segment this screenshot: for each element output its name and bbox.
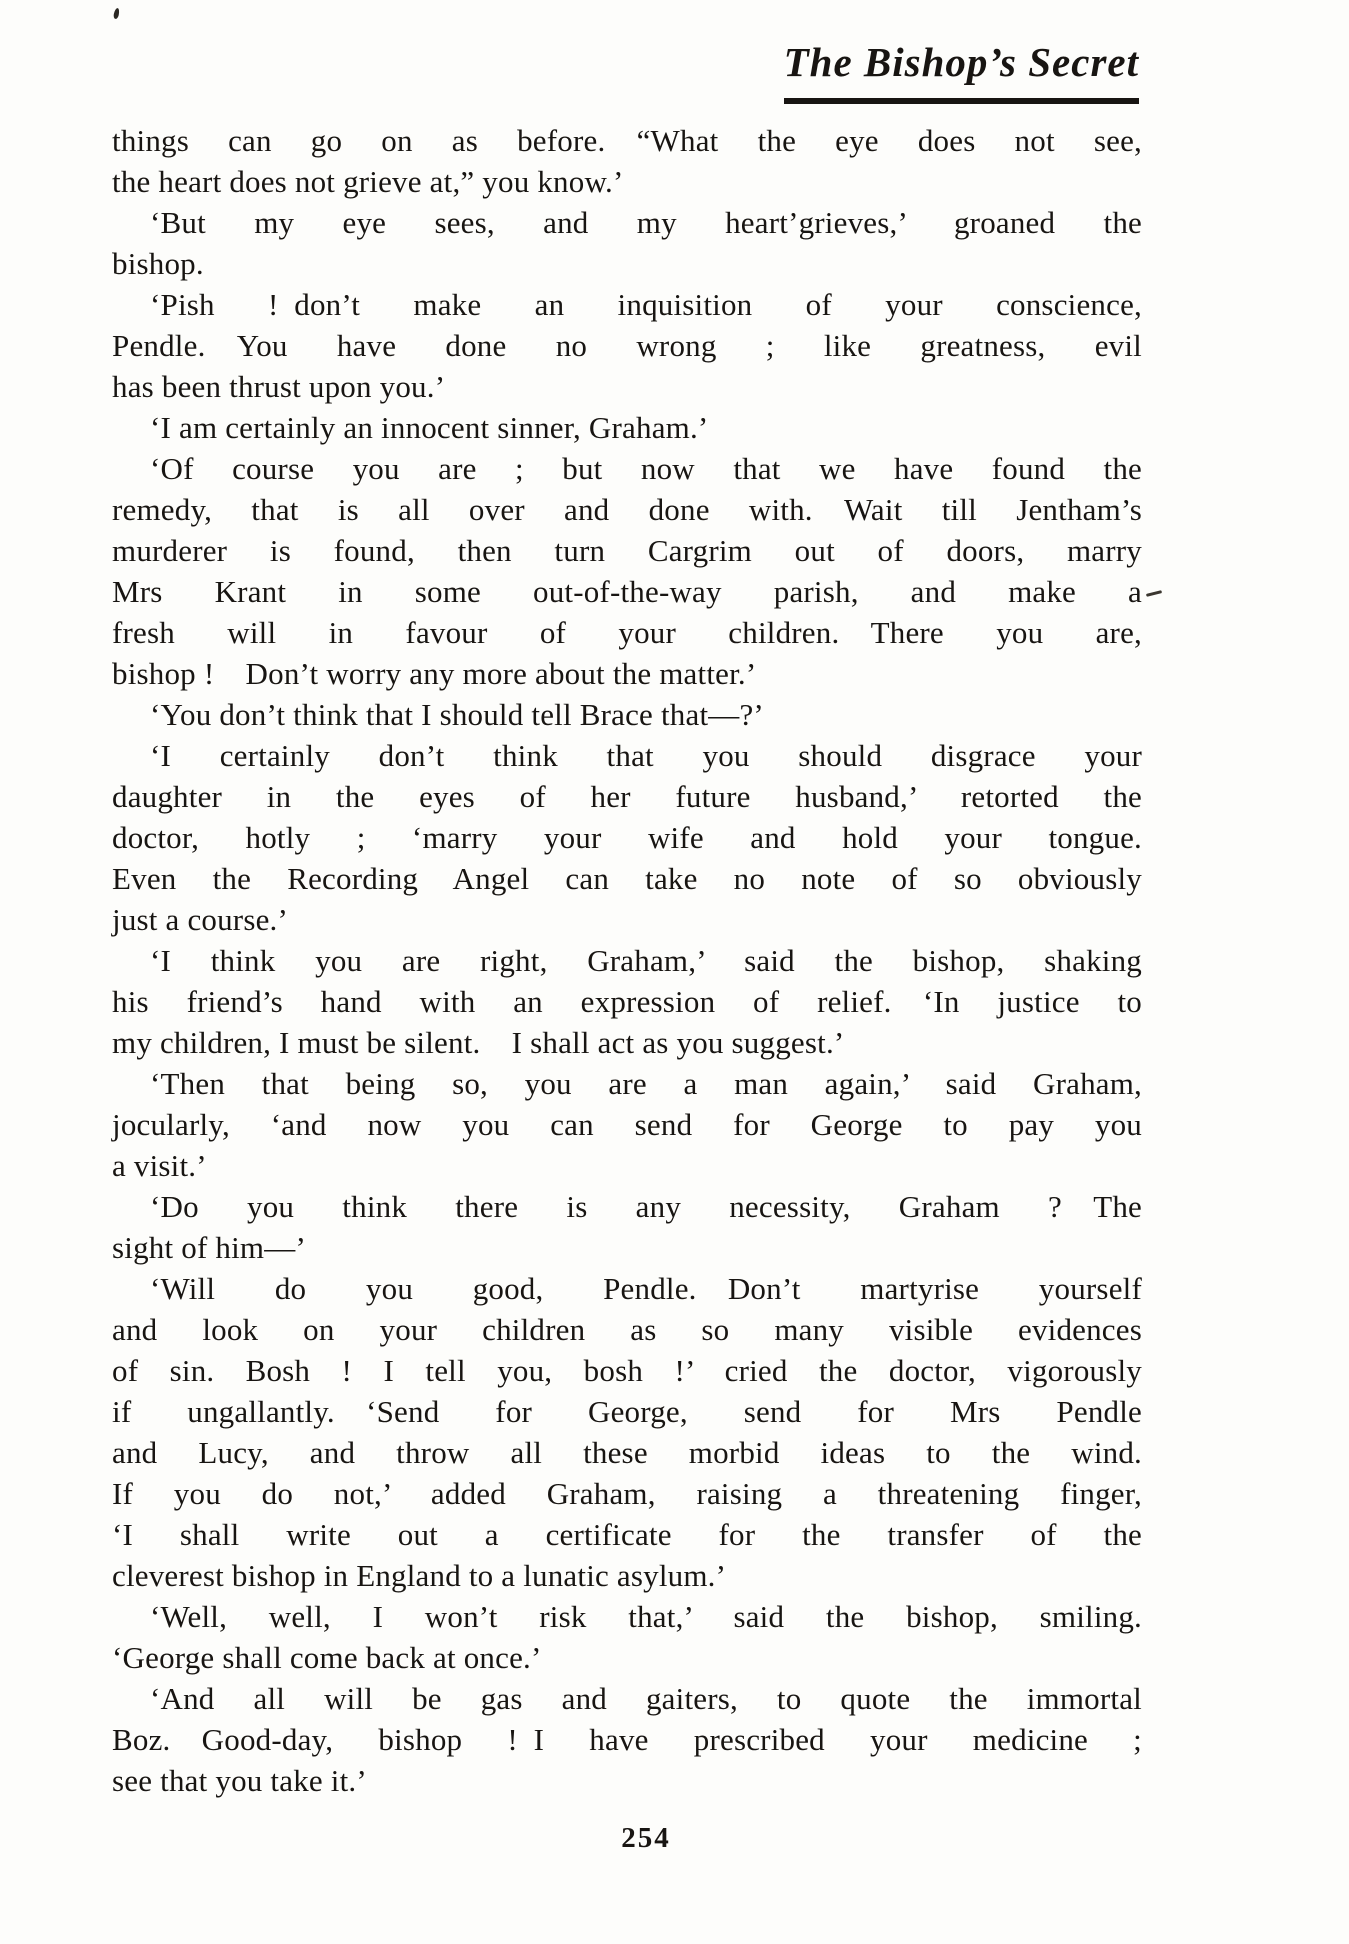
text-line: just a course.’ [112,902,289,937]
text-line: a visit.’ [112,1148,207,1183]
scan-artifact-dash [1146,590,1162,597]
text-line: bishop. [112,246,204,281]
text-line: things can go on as before. “What the eye does not see, [112,123,1142,158]
text-line: ‘And all will be gas and gaiters, to quote the immortal [150,1681,1142,1716]
text-line: ‘George shall come back at once.’ [112,1640,542,1675]
text-line: if ungallantly. ‘Send for George, send for Mrs Pendle [112,1394,1142,1429]
text-line: murderer is found, then turn Cargrim out of doors, marry [112,533,1142,568]
text-line: doctor, hotly ; ‘marry your wife and hold your tongue. [112,820,1142,855]
text-line: ‘Then that being so, you are a man again,’ said Graham, [150,1066,1142,1101]
text-line: ‘I am certainly an innocent sinner, Graham.’ [150,410,709,445]
text-line: Pendle. You have done no wrong ; like greatness, evil [112,328,1142,363]
text-line: cleverest bishop in England to a lunatic asylum.’ [112,1558,727,1593]
text-line: jocularly, ‘and now you can send for George to pay you [112,1107,1142,1142]
text-line: Mrs Krant in some out-of-the-way parish, and make a [112,574,1142,609]
scan-artifact-speck [113,8,120,20]
text-line: ‘I shall write out a certificate for the transfer of the [112,1517,1142,1552]
text-line: bishop ! Don’t worry any more about the matter.’ [112,656,757,691]
text-line: ‘You don’t think that I should tell Brace that—?’ [150,697,764,732]
text-line: ‘Of course you are ; but now that we have found the [150,451,1142,486]
text-line: the heart does not grieve at,” you know.’ [112,164,624,199]
text-line: and Lucy, and throw all these morbid ideas to the wind. [112,1435,1142,1470]
text-line: ‘But my eye sees, and my heart’grieves,’ groaned the [150,205,1142,240]
text-line: daughter in the eyes of her future husband,’ retorted the [112,779,1142,814]
text-line: his friend’s hand with an expression of relief. ‘In justice to [112,984,1142,1019]
running-header [784,38,1139,104]
text-line: ‘Will do you good, Pendle. Don’t martyrise yourself [150,1271,1142,1306]
text-line: ‘Well, well, I won’t risk that,’ said the bishop, smiling. [150,1599,1142,1634]
text-line: sight of him—’ [112,1230,306,1265]
text-line: ‘Pish ! don’t make an inquisition of your conscience, [150,287,1142,322]
page-header-title: The Bishop’s Secret [784,38,1139,104]
text-line: Boz. Good-day, bishop ! I have prescribed your medicine ; [112,1722,1142,1757]
text-line: remedy, that is all over and done with. Wait till Jentham’s [112,492,1142,527]
text-line: see that you take it.’ [112,1763,367,1798]
text-line: and look on your children as so many visible evidences [112,1312,1142,1347]
text-line: ‘I certainly don’t think that you should disgrace your [150,738,1142,773]
text-line: ‘I think you are right, Graham,’ said the bishop, shaking [150,943,1142,978]
text-line: Even the Recording Angel can take no note of so obviously [112,861,1142,896]
text-line: of sin. Bosh ! I tell you, bosh !’ cried the doctor, vigorously [112,1353,1142,1388]
text-line: If you do not,’ added Graham, raising a threatening finger, [112,1476,1142,1511]
text-line: has been thrust upon you.’ [112,369,446,404]
text-line: ‘Do you think there is any necessity, Graham ? The [150,1189,1142,1224]
page-body [112,120,1142,1801]
text-line: my children, I must be silent. I shall act as you suggest.’ [112,1025,845,1060]
page-number: 254 [621,1822,671,1854]
text-line: fresh will in favour of your children. There you are, [112,615,1142,650]
page-footer [112,1822,1142,1855]
